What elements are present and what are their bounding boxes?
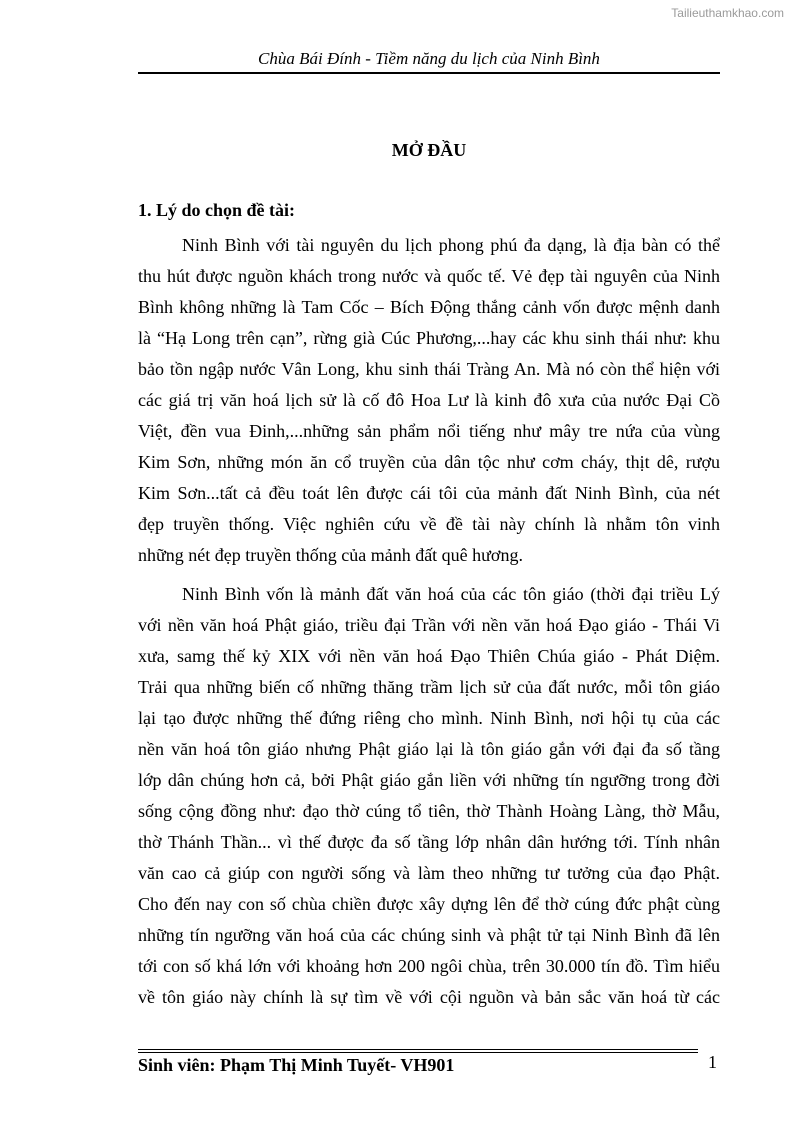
- text-line: là “Hạ Long trên cạn”, rừng già Cúc Phương,...hay các khu sinh thái như: khu: [138, 328, 720, 348]
- text-line: Bình không những là Tam Cốc – Bích Động thắng cảnh vốn được mệnh danh: [138, 297, 720, 317]
- text-line: Kim Sơn, những món ăn cổ truyền của dân tộc như cơm cháy, thịt dê, rượu: [138, 452, 720, 472]
- text-line: lại tạo được những thế đứng riêng cho mình. Ninh Bình, nơi hội tụ của các: [138, 708, 720, 728]
- text-line: về tôn giáo này chính là sự tìm về với cội nguồn và bản sắc văn hoá từ các: [138, 987, 720, 1007]
- text-line: những nét đẹp truyền thống của mảnh đất quê hương.: [138, 545, 523, 565]
- text-line: Cho đến nay con số chùa chiền được xây dựng lên để thờ cúng đức phật cùng: [138, 894, 720, 914]
- running-header: Chùa Bái Đính - Tiềm năng du lịch của Ninh Bình: [258, 49, 600, 68]
- text-line: nền văn hoá tôn giáo nhưng Phật giáo lại là tôn giáo gắn với đại đa số tầng: [138, 739, 720, 759]
- body-text: [138, 230, 720, 1013]
- text-line: lớp dân chúng hơn cả, bởi Phật giáo gắn liền với những tín ngưỡng trong đời: [138, 770, 720, 790]
- watermark: Tailieuthamkhao.com: [671, 6, 784, 20]
- text-line: Kim Sơn...tất cả đều toát lên được cái tôi của mảnh đất Ninh Bình, của nét: [138, 483, 720, 503]
- page-title: MỞ ĐẦU: [391, 140, 467, 160]
- text-line: Việt, đền vua Đinh,...những sản phẩm nổi tiếng như mây tre nứa của vùng: [138, 421, 720, 441]
- text-line: văn cao cả giúp con người sống và làm theo những tư tưởng của đạo Phật.: [138, 863, 720, 883]
- paragraph: [138, 579, 720, 1013]
- paragraph: [138, 230, 720, 571]
- text-line: Trải qua những biến cố những thăng trầm lịch sử của đất nước, mỗi tôn giáo: [138, 677, 720, 697]
- page-number: 1: [708, 1052, 717, 1072]
- text-line: Ninh Bình với tài nguyên du lịch phong phú đa dạng, là địa bàn có thể: [182, 235, 720, 255]
- text-line: với nền văn hoá Phật giáo, triều đại Trần với nền văn hoá Đạo giáo - Thái Vi: [138, 615, 720, 635]
- text-line: những tín ngưỡng văn hoá của các chúng sinh và phật tử tại Ninh Bình đã lên: [138, 925, 720, 945]
- footer-author: Sinh viên: Phạm Thị Minh Tuyết- VH901: [138, 1055, 455, 1075]
- text-line: tới con số khá lớn với khoảng hơn 200 ngôi chùa, trên 30.000 tín đồ. Tìm hiểu: [138, 956, 720, 976]
- text-line: thu hút được nguồn khách trong nước và quốc tế. Vẻ đẹp tài nguyên của Ninh: [138, 266, 720, 286]
- text-line: thờ Thánh Thần... vì thế được đa số tầng lớp nhân dân hướng tới. Tính nhân: [138, 832, 720, 852]
- text-line: sống cộng đồng như: đạo thờ cúng tổ tiên, thờ Thành Hoàng Làng, thờ Mẫu,: [138, 801, 720, 821]
- text-line: bảo tồn ngập nước Vân Long, khu sinh thái Tràng An. Mà nó còn thể hiện với: [138, 359, 720, 379]
- header-rule: [138, 72, 720, 74]
- text-line: xưa, samg thế kỷ XIX với nền văn hoá Đạo Thiên Chúa giáo - Phát Diệm.: [138, 646, 720, 666]
- text-line: đẹp truyền thống. Việc nghiên cứu về đề tài này chính là nhằm tôn vinh: [138, 514, 720, 534]
- text-line: các giá trị văn hoá lịch sử là cố đô Hoa Lư là kinh đô xưa của nước Đại Cồ: [138, 390, 720, 410]
- text-line: Ninh Bình vốn là mảnh đất văn hoá của các tôn giáo (thời đại triều Lý: [182, 584, 720, 604]
- footer-rule: [138, 1049, 698, 1053]
- section-heading: 1. Lý do chọn đề tài:: [138, 200, 296, 220]
